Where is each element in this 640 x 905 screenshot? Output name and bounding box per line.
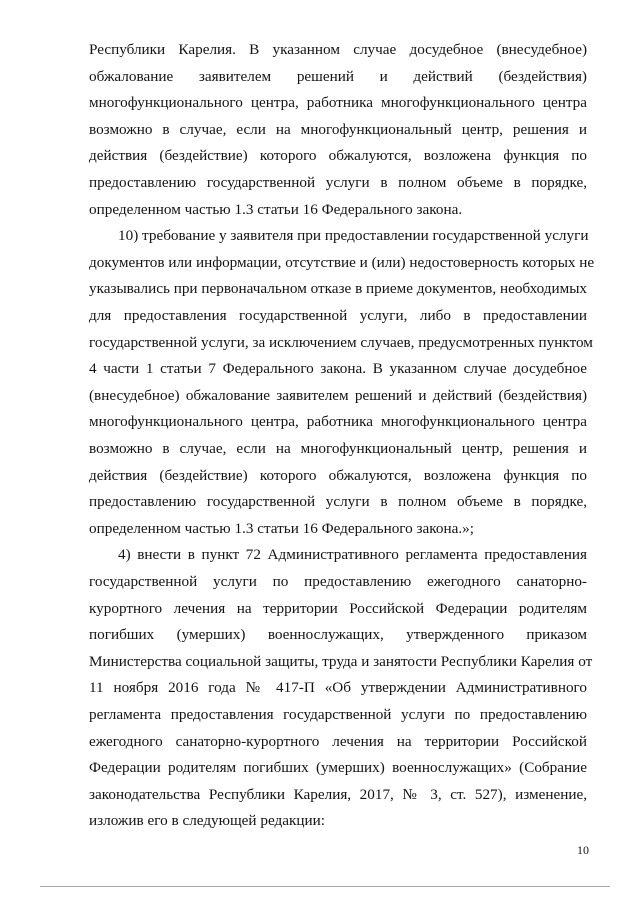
- page-bottom-rule: [40, 886, 610, 887]
- page-number: 10: [577, 843, 589, 857]
- text-line: 11 ноября 2016 года № 417-П «Об утверждении Административного: [89, 679, 587, 697]
- text-line: ежегодного санаторно-курортного лечения на территории Российской: [89, 732, 587, 750]
- text-line: предоставлению государственной услуги в полном объеме в порядке,: [89, 493, 587, 511]
- text-line: возможно в случае, если на многофункциональный центр, решения и: [89, 440, 587, 457]
- text-line: многофункционального центра, работника многофункционального центра: [89, 413, 587, 431]
- text-line: предоставлению государственной услуги в полном объеме в порядке,: [89, 174, 587, 191]
- text-line: 4) внести в пункт 72 Административного регламента предоставления: [118, 546, 587, 564]
- text-line: документов или информации, отсутствие и (или) недостоверность которых не: [89, 253, 595, 271]
- text-line: (внесудебное) обжалование заявителем решений и действий (бездействия): [89, 386, 587, 404]
- text-line: изложив его в следующей редакции:: [89, 812, 325, 830]
- text-line: погибших (умерших) военнослужащих, утвержденного приказом: [89, 626, 587, 644]
- text-line: Министерства социальной защиты, труда и занятости Республики Карелия от: [89, 652, 593, 670]
- text-line: обжалование заявителем решений и действий (бездействия): [89, 67, 587, 85]
- text-line: действия (бездействие) которого обжалуются, возложена функция по: [89, 466, 587, 484]
- text-line: определенном частью 1.3 статьи 16 Федерального закона.»;: [89, 519, 474, 537]
- text-line: регламента предоставления государственной услуги по предоставлению: [89, 706, 587, 723]
- text-line: возможно в случае, если на многофункциональный центр, решения и: [89, 120, 587, 138]
- text-line: 10) требование у заявителя при предоставлении государственной услуги: [118, 227, 589, 245]
- text-line: государственной услуги, за исключением случаев, предусмотренных пунктом: [89, 333, 593, 351]
- text-line: Федерации родителям погибших (умерших) военнослужащих» (Собрание: [89, 759, 587, 777]
- text-line: государственной услуги по предоставлению ежегодного санаторно-: [89, 573, 587, 590]
- text-line: 4 части 1 статьи 7 Федерального закона. В указанном случае досудебное: [89, 360, 587, 378]
- text-line: указывались при первоначальном отказе в приеме документов, необходимых: [89, 280, 587, 298]
- text-line: законодательства Республики Карелия, 2017, № 3, ст. 527), изменение,: [89, 785, 587, 803]
- text-line: Республики Карелия. В указанном случае досудебное (внесудебное): [89, 41, 587, 58]
- text-line: для предоставления государственной услуги, либо в предоставлении: [89, 307, 587, 324]
- text-line: курортного лечения на территории Российской Федерации родителям: [89, 599, 587, 617]
- text-line: определенном частью 1.3 статьи 16 Федерального закона.: [89, 200, 463, 218]
- text-line: многофункционального центра, работника многофункционального центра: [89, 94, 587, 112]
- text-line: действия (бездействие) которого обжалуются, возложена функция по: [89, 147, 587, 165]
